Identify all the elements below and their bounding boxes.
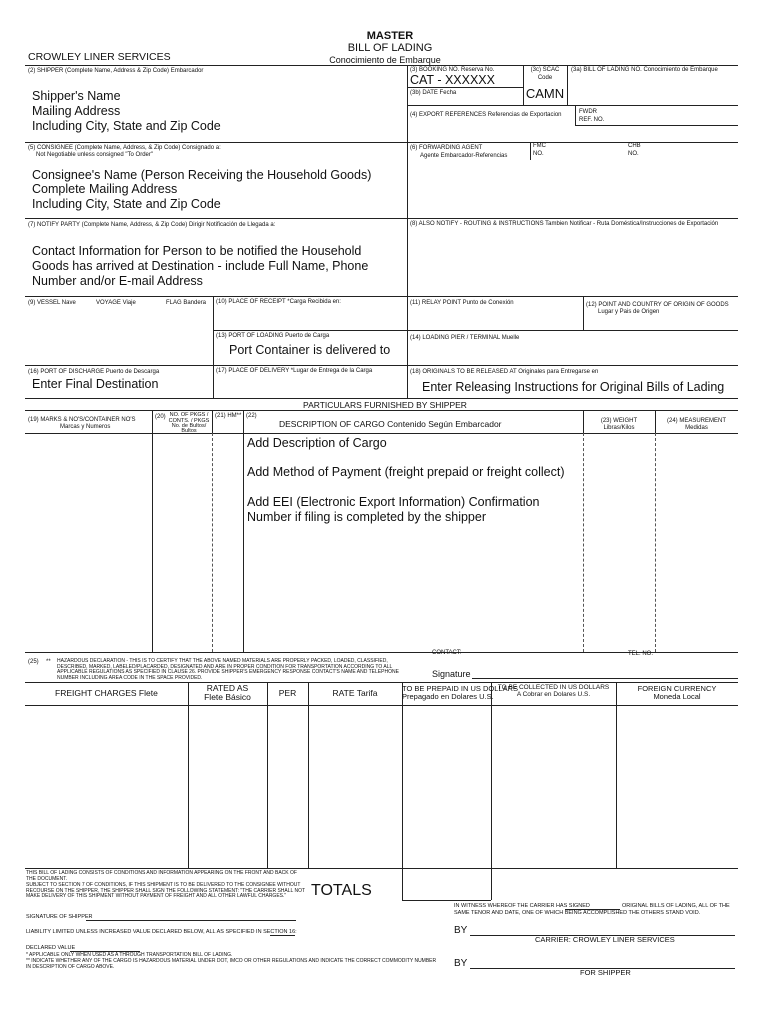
master-heading: MASTER <box>366 30 414 42</box>
export-references-label: (4) EXPORT REFERENCES Referencias de Exportacion <box>410 112 562 118</box>
place-of-delivery-label: (17) PLACE OF DELIVERY *Lugar de Entrega de la Carga <box>216 368 373 374</box>
originals-label: (18) ORIGINALS TO BE RELEASED AT Originales para Entregarse en <box>410 369 599 375</box>
hazmat-stars: ** <box>46 659 51 665</box>
consignee-sublabel: Not Negotiable unless consigned "To Order" <box>36 152 153 158</box>
particulars-title: PARTICULARS FURNISHED BY SHIPPER <box>303 400 467 410</box>
origin-label: (12) POINT AND COUNTRY OF ORIGIN OF GOODS <box>586 302 729 308</box>
notify-line-1: Contact Information for Person to be notified the Household <box>32 244 362 258</box>
chb-no-label: NO. <box>628 151 639 157</box>
collect-header: TO BE COLLECTED IN US DOLLARS <box>497 684 610 691</box>
col22-label: (22) <box>246 413 257 419</box>
rate-header: RATE Tarifa <box>332 688 378 698</box>
cargo-description-line-2: Add Method of Payment (freight prepaid or freight collect) <box>247 465 565 479</box>
declared-value-label: DECLARED VALUE <box>26 945 76 951</box>
notify-line-3: Number and/or E-mail Address <box>32 274 203 288</box>
shipper-label: (2) SHIPPER (Complete Name, Address & Zip Code) Embarcador <box>28 68 204 74</box>
origin-sublabel: Lugar y Pais de Origen <box>598 309 660 315</box>
carrier-name: CARRIER: CROWLEY LINER SERVICES <box>535 935 675 944</box>
voyage-label: VOYAGE Viaje <box>96 300 136 306</box>
fmc-label: FMC <box>533 143 546 149</box>
consignee-label: (5) CONSIGNEE (Complete Name, Address, & Zip Code) Consignado a: <box>28 145 221 151</box>
fwdr-label: FWDR <box>579 109 597 115</box>
col21-label: (21) HM** <box>215 413 242 419</box>
conts-label: CONTS. / PKGS <box>168 418 210 424</box>
chb-label: CHB <box>628 143 641 149</box>
company-name: CROWLEY LINER SERVICES <box>28 51 171 63</box>
scac-label: (3c) SCAC <box>530 67 560 73</box>
witness-text-1: IN WITNESS WHEREOF THE CARRIER HAS SIGNED <box>454 903 590 909</box>
also-notify-label: (8) ALSO NOTIFY - ROUTING & INSTRUCTIONS Tambien Notificar - Ruta Doméstica/Instrucciones de Exportación <box>410 221 719 227</box>
witness-text-2: ORIGINAL BILLS OF LADING, ALL OF THE <box>622 903 730 909</box>
cargo-description-line-1: Add Description of Cargo <box>247 436 387 450</box>
booking-value: CAT - XXXXXX <box>410 73 495 87</box>
date-label: (3b) DATE Fecha <box>410 90 457 96</box>
terms-text-2: SUBJECT TO SECTION 7 OF CONDITIONS, IF THIS SHIPMENT IS TO BE DELIVERED TO THE CONSIGNEE WITHOUT RECOURSE ON THE SHIPPER, THE SHIPPER SHALL SIGN THE FOLLOWING STATEMENT: "THE CARRIER SHALL NOT MAKE DELIVERY OF THIS SHIPMENT WITHOUT PAYMENT OF FREIGHT AND ALL OTHER LAWFUL CHARGES." <box>26 882 305 899</box>
footnote-2: ** INDICATE WHETHER ANY OF THE CARGO IS HAZARDOUS MATERIAL UNDER DOT, IMCO OR OTHER REGULATIONS AND INDICATE THE CORRECT COMMODITY NUMBER <box>26 958 437 964</box>
bl-number-label: (3a) BILL OF LADING NO. Conocimiento de Embarque <box>571 67 718 73</box>
liability-text: LIABILITY LIMITED UNLESS INCREASED VALUE DECLARED BELOW, ALL AS SPECIFIED IN SECTION 16: <box>26 929 297 935</box>
tel-label: TEL. NO. <box>628 651 654 657</box>
witness-text-3: SAME TENOR AND DATE, ONE OF WHICH BEING ACCOMPLISHED THE OTHERS STAND VOID. <box>454 910 701 916</box>
measurement-label: (24) MEASUREMENT <box>666 418 726 424</box>
cargo-description-line-3: Add EEI (Electronic Export Information) Confirmation <box>247 495 540 509</box>
loading-pier-label: (14) LOADING PIER / TERMINAL Muelle <box>410 335 520 341</box>
footnote-3: IN DESCRIPTION OF CARGO ABOVE. <box>26 964 115 970</box>
shipper-line-1: Shipper's Name <box>32 89 121 103</box>
fwdr-ref-label: REF. NO. <box>579 117 605 123</box>
port-of-loading-label: (13) PORT OF LOADING Puerto de Carga <box>216 333 330 339</box>
conocimiento-heading: Conocimiento de Embarque <box>329 55 441 65</box>
place-of-receipt-label: (10) PLACE OF RECEIPT *Carga Recibida en: <box>216 299 341 305</box>
cargo-description-line-4: Number if filing is completed by the shipper <box>247 510 487 524</box>
terms-text-1: THIS BILL OF LADING CONSISTS OF CONDITIONS AND INFORMATION APPEARING ON THE FRONT AND BACK OF THE DOCUMENT. <box>26 870 297 882</box>
forwarding-agent-sublabel: Agente Embarcador-Referencias <box>420 153 508 159</box>
originals-value: Enter Releasing Instructions for Original Bills of Lading <box>422 380 725 394</box>
vessel-label: (9) VESSEL Nave <box>28 300 76 306</box>
collect-subheader: A Cobrar en Dolares U.S. <box>516 691 591 698</box>
flete-basico-header: Flete Básico <box>204 692 251 702</box>
port-of-discharge-value: Enter Final Destination <box>32 377 159 391</box>
notify-party-label: (7) NOTIFY PARTY (Complete Name, Address, & Zip Code) Dirigir Notificación de Llegada a: <box>28 222 276 228</box>
scac-sublabel: Code <box>537 75 553 81</box>
notify-line-2: Goods has arrived at Destination - include Full Name, Phone <box>32 259 369 273</box>
bultos-label: No. de Bultos/ <box>171 423 207 429</box>
prepaid-header: TO BE PREPAID IN US DOLLARS <box>402 684 519 693</box>
consignee-line-1: Consignee's Name (Person Receiving the Household Goods) <box>32 168 372 182</box>
fmc-no-label: NO. <box>533 151 544 157</box>
footnote-1: * APPLICABLE ONLY WHEN USED AS A THROUGH TRANSPORTATION BILL OF LADING. <box>26 952 233 958</box>
shipper-line-3: Including City, State and Zip Code <box>32 119 221 133</box>
forwarding-agent-label: (6) FORWARDING AGENT <box>410 145 483 151</box>
signature-label: Signature <box>432 669 471 679</box>
for-shipper-label: FOR SHIPPER <box>580 968 631 977</box>
foreign-currency-header: FOREIGN CURRENCY <box>637 684 717 693</box>
contact-label: CONTACT: <box>432 650 462 656</box>
weight-sublabel: Libras/Kilos <box>603 425 635 431</box>
prepaid-subheader: Prepagado en Dolares U.S. <box>402 692 494 701</box>
moneda-local-header: Moneda Local <box>653 692 701 701</box>
consignee-line-3: Including City, State and Zip Code <box>32 197 221 211</box>
flag-label: FLAG Bandera <box>166 300 207 306</box>
hazmat-declaration-text: HAZARDOUS DECLARATION - THIS IS TO CERTIFY THAT THE ABOVE NAMED MATERIALS ARE PROPERLY PACKED, LOADED, CLASSIFIED, DESCRIBED, MARKED, LABELED/PLACARDED, DESIGNATED AND ARE IN PROPER CONDITION FOR TRANSPORTATION ACCORDING TO ALL APPLICABLE REGULATIONS AS SPECIFIED IN CLAUSE 26. PROVIDE SHIPPER'S EMERGENCY RESPONSE CONTACT'S NAME AND TELEPHONE NUMBER INCLUDING AREA CODE IN THE SPACE PROVIDED. <box>57 658 399 681</box>
hazmat-number: (25) <box>28 659 39 665</box>
port-of-discharge-label: (16) PORT OF DISCHARGE Puerto de Descarga <box>28 369 160 375</box>
bultos-label-2: Bultos <box>181 428 197 434</box>
shipper-signature-label: SIGNATURE OF SHIPPER <box>26 914 93 920</box>
shipper-by-label: BY <box>454 958 468 969</box>
rated-as-header: RATED AS <box>206 683 249 693</box>
marks-sublabel: Marcas y Numeros <box>60 424 111 430</box>
weight-label: (23) WEIGHT <box>600 418 638 424</box>
relay-point-label: (11) RELAY POINT Punto de Conexión <box>410 300 514 306</box>
carrier-by-label: BY <box>454 925 468 936</box>
booking-label: (3) BOOKING NO. Reserva No. <box>410 67 495 73</box>
port-of-loading-value: Port Container is delivered to <box>229 343 391 357</box>
bill-of-lading-heading: BILL OF LADING <box>347 42 433 54</box>
description-header: DESCRIPTION OF CARGO Contenido Según Embarcador <box>279 419 502 429</box>
scac-value: CAMN <box>525 86 565 101</box>
col20-label: (20) <box>155 414 166 420</box>
marks-label: (19) MARKS & NO'S/CONTAINER NO'S <box>28 417 136 423</box>
pkgs-label: NO. OF PKGS / <box>169 412 209 418</box>
measurement-sublabel: Medidas <box>685 425 708 431</box>
consignee-line-2: Complete Mailing Address <box>32 182 178 196</box>
freight-charges-header: FREIGHT CHARGES Flete <box>55 688 158 698</box>
totals-label: TOTALS <box>311 882 372 899</box>
per-header: PER <box>278 688 297 698</box>
shipper-line-2: Mailing Address <box>32 104 121 118</box>
